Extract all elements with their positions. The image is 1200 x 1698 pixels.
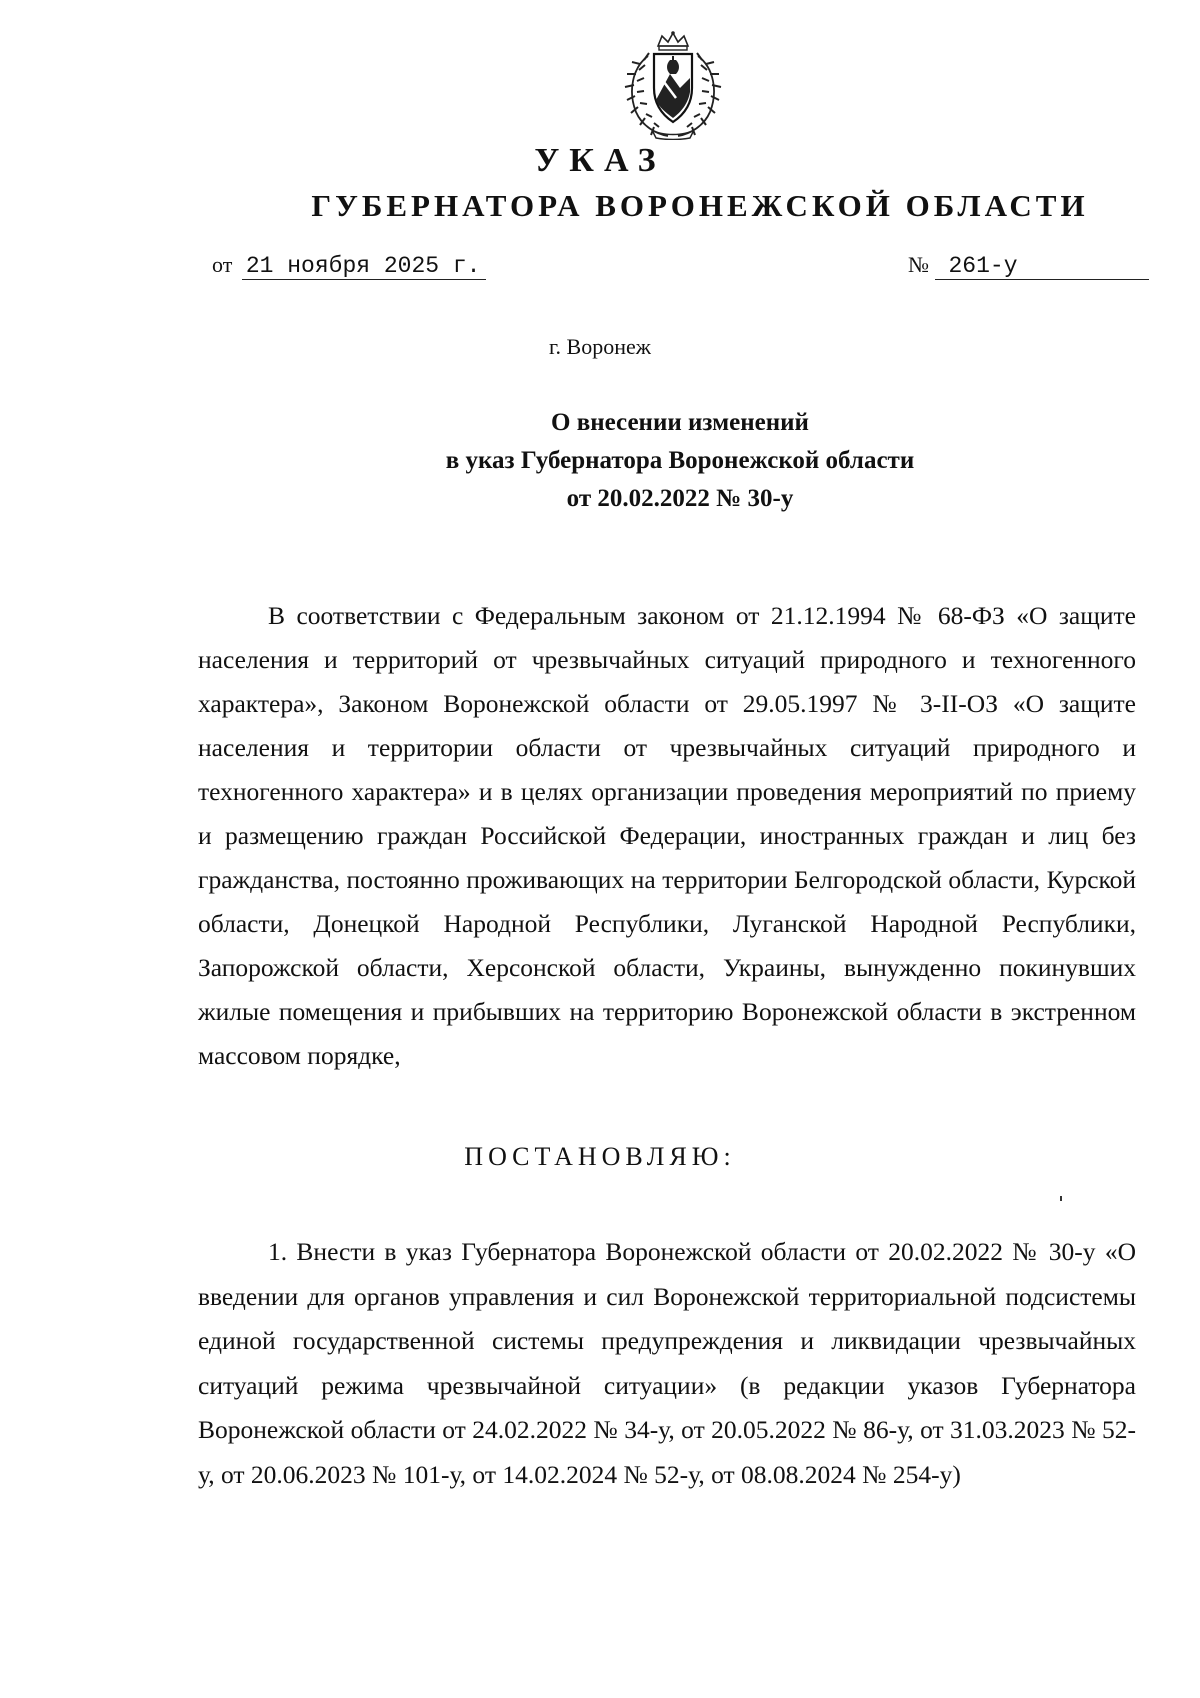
document-heading [300,404,1060,518]
document-type-title: УКАЗ [534,142,666,179]
decree-item-1: 1. Внести в указ Губернатора Воронежской области от 20.02.2022 № 30-у «О введении для органов управления и сил Воронежской территориальной подсистемы единой государственной системы предупреждения и ликвидации чрезвычайных ситуаций режима чрезвычайной ситуации» (в редакции указов Губернатора Воронежской области от 24.02.2022 № 34-у, от 20.05.2022 № 86-у, от 31.03.2023 № 52-у, от 20.06.2023 № 101-у, от 14.02.2024 № 52-у, от 08.08.2024 № 254-у) [198,1237,1136,1489]
date-prefix: от [212,252,233,277]
document-date-line [212,252,486,279]
number-prefix: № [908,252,929,277]
document-city: г. Воронеж [549,334,651,359]
decree-word: ПОСТАНОВЛЯЮ: [464,1142,736,1171]
document-number: 261-у [935,253,1149,280]
heading-line: в указ Губернатора Воронежской области [445,447,915,474]
decree-item-block [198,1230,1136,1497]
coat-of-arms-icon [618,30,728,140]
document-date: 21 ноября 2025 г. [242,253,487,280]
document-number-line [908,252,1149,280]
preamble-paragraph: В соответствии с Федеральным законом от 21.12.1994 № 68-ФЗ «О защите населения и территорий от чрезвычайных ситуаций природного и техногенного характера», Законом Воронежской области от 29.05.1997 № 3-II-ОЗ «О защите населения и территории области от чрезвычайных ситуаций природного и техногенного характера» и в целях организации проведения мероприятий по приему и размещению граждан Российской Федерации, иностранных граждан и лиц без гражданства, постоянно проживающих на территории Белгородской области, Курской области, Донецкой Народной Республики, Луганской Народной Республики, Запорожской области, Херсонской области, Украины, вынужденно покинувших жилые помещения и прибывших на территорию Воронежской области в экстренном массовом порядке, [198,601,1136,1070]
preamble-block [198,594,1136,1078]
issuer-title: ГУБЕРНАТОРА ВОРОНЕЖСКОЙ ОБЛАСТИ [311,188,1089,223]
heading-line: от 20.02.2022 № 30-у [566,485,794,512]
scan-speck [1060,1196,1062,1201]
heading-line: О внесении изменений [551,409,809,436]
